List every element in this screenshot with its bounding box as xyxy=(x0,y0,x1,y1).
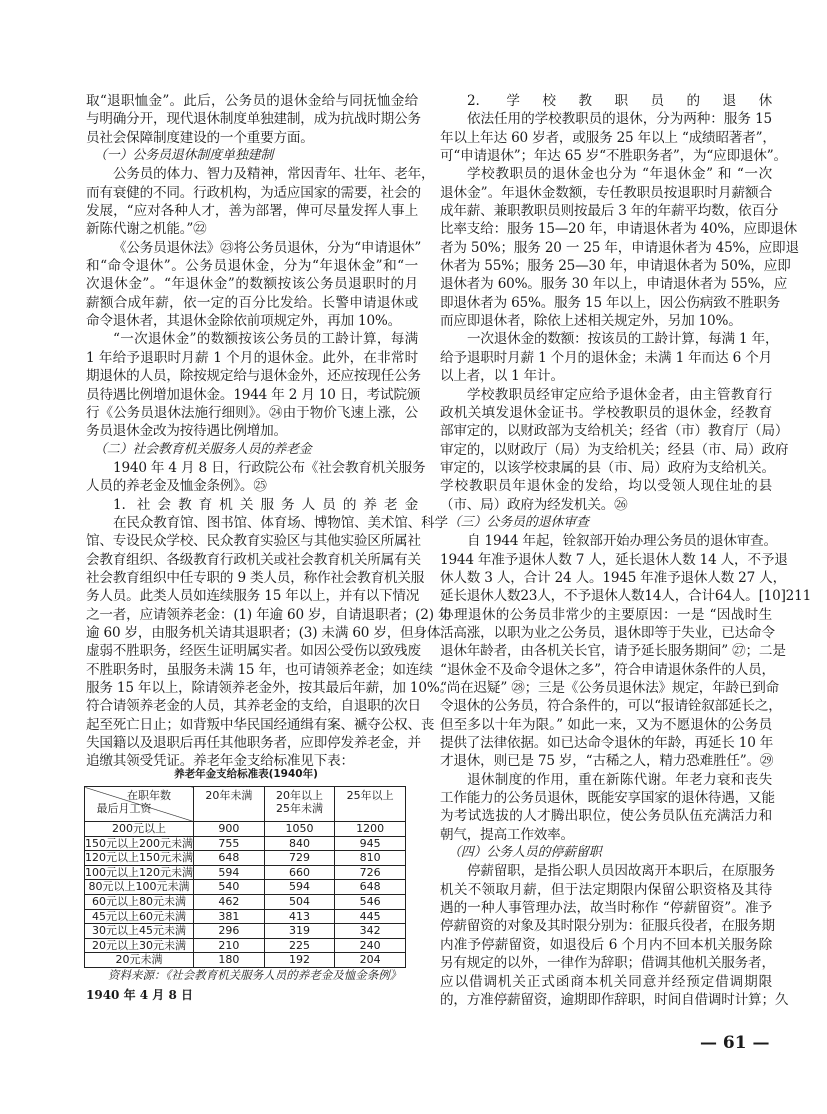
table-header-row xyxy=(85,787,406,822)
text-line: 务人员。此类人员如连续服务 15 年以上，并有以下情况 xyxy=(86,588,420,605)
left-column xyxy=(86,92,453,771)
section-heading: 1. 社会教育机关服务人员的养老金 xyxy=(113,496,418,513)
text-line: 务员退休金改为按待遇比例增加。 xyxy=(86,423,287,440)
salary-range-cell: 80元以上100元未满 xyxy=(85,880,194,895)
column-header-line: 25年未满 xyxy=(275,802,323,815)
column-header: 20年未满 xyxy=(194,787,265,822)
corner-top-label: 在职年数 xyxy=(127,789,171,802)
text-line: 1 年给予退职时月薪 1 个月的退休金。此外，在非常时 xyxy=(86,349,418,366)
pension-amount-cell: 660 xyxy=(264,865,335,880)
text-line: 公务员的体力、智力及精神，常因青年、壮年、老年， xyxy=(113,166,435,183)
text-line: 学校教职员的退休金也分为 “年退休金” 和 “一次 xyxy=(467,166,772,183)
text-line: 新陈代谢之机能。”㉒ xyxy=(86,221,207,238)
pension-amount-cell: 413 xyxy=(264,909,335,924)
text-line: 休者为 55%；服务 25—30 年，申请退休者为 50%，应即 xyxy=(440,258,791,275)
text-line: 者为 50%；服务 20 一 25 年，申请退休者为 45%，应即退 xyxy=(440,239,799,256)
pension-amount-cell: 1200 xyxy=(335,822,406,837)
text-line: 朝气，提高工作效率。 xyxy=(440,826,574,843)
pension-table xyxy=(84,786,406,968)
text-line: 学校教职员年退休金的发给，均以受领人现住址的县 xyxy=(440,478,772,495)
pension-amount-cell: 225 xyxy=(264,938,335,953)
text-line: 不胜职务时，虽服务未满 15 年，也可请领养老金；如连续 xyxy=(86,661,433,678)
text-line: 起至死亡日止；如背叛中华民国经通缉有案、褫夺公权、丧 xyxy=(86,716,435,733)
pension-amount-cell: 204 xyxy=(335,953,406,968)
pension-amount-cell: 342 xyxy=(335,924,406,939)
text-line: 退休制度的作用，重在新陈代谢。年老力衰和丧失 xyxy=(467,771,772,788)
pension-amount-cell: 462 xyxy=(194,894,265,909)
text-line: “一次退休金”的数额按该公务员的工龄计算，每满 xyxy=(113,331,418,348)
pension-amount-cell: 381 xyxy=(194,909,265,924)
text-line: 为考试选拔的人才腾出职位，使公务员队伍充满活力和 xyxy=(440,808,772,825)
text-line: 给予退职时月薪 1 个月的退休金；未满 1 年而达 6 个月 xyxy=(440,349,772,366)
salary-range-cell: 60元以上80元未满 xyxy=(85,894,194,909)
text-line: 但至多以十年为限。” 如此一来，又为不愿退休的公务员 xyxy=(440,716,772,733)
text-line: 员社会保障制度建设的一个重要方面。 xyxy=(86,129,314,146)
table-row xyxy=(85,865,406,880)
text-line: 一次退休金的数额：按该员的工龄计算，每满 1 年， xyxy=(467,331,779,348)
pension-amount-cell: 504 xyxy=(264,894,335,909)
section-heading: （三）公务员的退休审查 xyxy=(448,514,589,530)
salary-range-cell: 45元以上60元未满 xyxy=(85,909,194,924)
text-line: 机关不领取月薪，但于法定期限内保留公职资格及其待 xyxy=(440,881,772,898)
pension-amount-cell: 729 xyxy=(264,851,335,866)
pension-amount-cell: 840 xyxy=(264,836,335,851)
pension-amount-cell: 240 xyxy=(335,938,406,953)
text-line: 之一者，应请领养老金：(1) 年逾 60 岁，自请退职者；(2) 年 xyxy=(86,606,452,623)
text-line: 与明确分开，现代退休制度单独建制，成为抗战时期公务 xyxy=(86,111,421,128)
text-line: 命令退休者，其退休金除依前项规定外，再加 10%。 xyxy=(86,313,402,330)
table-row xyxy=(85,822,406,837)
salary-range-cell: 150元以上200元未满 xyxy=(85,836,193,850)
table-row xyxy=(85,894,406,909)
salary-range-cell: 20元未满 xyxy=(85,953,194,968)
table-row xyxy=(85,836,406,851)
text-line: 以上者，以 1 年计。 xyxy=(440,368,564,385)
column-header: 25年以上 xyxy=(335,787,406,822)
text-line: 1940 年 4 月 8 日，行政院公布《社会教育机关服务 xyxy=(113,459,426,476)
salary-range-cell: 20元以上30元未满 xyxy=(85,938,194,953)
salary-range-cell: 200元以上 xyxy=(85,822,194,837)
text-line: 退休者为 60%。服务 30 年以上，申请退休者为 55%，应 xyxy=(440,276,788,293)
pension-amount-cell: 540 xyxy=(194,880,265,895)
text-line: 逾 60 岁，由服务机关请其退职者；(3) 未满 60 岁，但身体 xyxy=(86,624,441,641)
text-line: 另有规定的以外，一律作为辞职；借调其他机关服务者， xyxy=(440,955,775,972)
pension-amount-cell: 594 xyxy=(194,865,265,880)
text-line: 1944 年准予退休人数 7 人，延长退休人数 14 人，不予退 xyxy=(440,551,788,568)
text-line: 失国籍以及退职后再任其他职务者，应即停发养老金，并 xyxy=(86,735,421,752)
text-line: 的，方准停薪留资，逾期即作辞职，时间自借调时计算；久 xyxy=(440,991,789,1008)
text-line: 退休年龄者，由各机关长官，请予延长服务期间” ㉗；二是 xyxy=(440,643,786,660)
corner-bottom-label: 最后月工资 xyxy=(96,802,152,815)
pension-amount-cell: 810 xyxy=(335,851,406,866)
section-heading: （一）公务员退休制度单独建制 xyxy=(94,148,274,164)
table-source-date: 1940 年 4 月 8 日 xyxy=(86,988,193,1002)
text-line: 才退休，则已是 75 岁，“古稀之人，精力恐难胜任”。㉙ xyxy=(440,753,774,770)
text-line: 延长退休人数23人，不予退休人数14人，合计64人。[10]211 xyxy=(440,588,812,605)
corner-header xyxy=(85,787,194,822)
table-row xyxy=(85,851,406,866)
text-line: 次退休金”。“年退休金”的数额按该公务员退职时的月 xyxy=(86,276,418,293)
table-source: 资料来源：《社会教育机关服务人员的养老金及恤金条例》 xyxy=(108,968,402,982)
salary-range-cell: 100元以上120元未满 xyxy=(85,865,193,879)
text-line: 追缴其领受凭证。养老年金支给标准见下表： xyxy=(86,753,354,770)
text-line: 成年薪、兼职教职员则按最后 3 年的年薪平均数，依百分 xyxy=(440,203,779,220)
table-title: 养老年金支给标准表(1940年) xyxy=(174,768,318,780)
text-line: 符合请领养老金的人员，其养老金的支给，自退职的次日 xyxy=(86,698,421,715)
pension-amount-cell: 210 xyxy=(194,938,265,953)
pension-amount-cell: 319 xyxy=(264,924,335,939)
text-line: 应以借调机关正式函商本机关同意并经预定借调期限 xyxy=(440,973,772,990)
pension-amount-cell: 648 xyxy=(194,851,265,866)
pension-amount-cell: 648 xyxy=(335,880,406,895)
text-line: 停薪留资的对象及其时限分别为：征服兵役者，在服务期 xyxy=(440,918,775,935)
text-line: 依法任用的学校教职员的退休，分为两种：服务 15 xyxy=(467,111,772,128)
table-row xyxy=(85,909,406,924)
text-line: 和“命令退休”。公务员退休金，分为“年退休金”和“一 xyxy=(86,258,418,275)
text-line: 比率支给：服务 15—20 年，申请退休者为 40%，应即退休 xyxy=(440,221,798,238)
text-line: 退休金”。年退休金数额，专任教职员按退职时月薪额合 xyxy=(440,184,772,201)
text-line: 在民众教育馆、图书馆、体育场、博物馆、美术馆、科学 xyxy=(113,514,448,531)
section-heading: （二）社会教育机关服务人员的养老金 xyxy=(94,441,312,457)
pension-amount-cell: 296 xyxy=(194,924,265,939)
text-line: 社会教育组织中任专职的 9 类人员，称作社会教育机关服 xyxy=(86,569,425,586)
table-row xyxy=(85,880,406,895)
text-line: 薪额合成年薪，依一定的百分比发给。长警申请退休或 xyxy=(86,294,418,311)
text-line: 部审定的，以财政部为支给机关；经省（市）教育厅（局） xyxy=(440,423,789,440)
text-line: 审定的，以该学校隶属的县（市、局）政府为支给机关。 xyxy=(440,459,775,476)
text-line: 而应即退休者，除依上述相关规定外，另加 10%。 xyxy=(440,313,742,330)
pension-amount-cell: 1050 xyxy=(264,822,335,837)
text-line: 办理退休的公务员非常少的主要原因：一是 “因战时生 xyxy=(440,606,772,623)
text-line: 令退休的公务员，符合条件的，可以“报请铨叙部延长之， xyxy=(440,698,782,715)
text-line: 而有衰健的不同。行政机构，为适应国家的需要，社会的 xyxy=(86,184,421,201)
text-line: 期退休的人员，除按规定给与退休金外，还应按现任公务 xyxy=(86,368,421,385)
text-line: 审定的，以财政厅（局）为支给机关；经县（市、局）政府 xyxy=(440,441,789,458)
table-row xyxy=(85,924,406,939)
text-line: 员待遇比例增加退休金。1944 年 2 月 10 日，考试院颁 xyxy=(86,386,421,403)
right-column xyxy=(440,92,812,1009)
text-line: 政机关填发退休金证书。学校教职员的退休金，经教育 xyxy=(440,404,772,421)
table-row xyxy=(85,953,406,968)
pension-amount-cell: 445 xyxy=(335,909,406,924)
pension-amount-cell: 945 xyxy=(335,836,406,851)
pension-amount-cell: 192 xyxy=(264,953,335,968)
pension-amount-cell: 546 xyxy=(335,894,406,909)
text-line: 遇的一种人事管理办法，故当时称作 “停薪留资”。准予 xyxy=(440,900,772,917)
text-line: 休人数 3 人，合计 24 人。1945 年准予退休人数 27 人， xyxy=(440,569,786,586)
pension-amount-cell: 726 xyxy=(335,865,406,880)
pension-amount-cell: 900 xyxy=(194,822,265,837)
section-heading: （四）公务人员的停薪留职 xyxy=(448,845,602,861)
text-line: “尚在迟疑” ㉘；三是《公务员退休法》规定，年龄已到命 xyxy=(440,680,780,696)
text-line: 工作能力的公务员退休，既能安享国家的退休待遇，又能 xyxy=(440,790,775,807)
text-line: 可“申请退休”；年达 65 岁“不胜职务者”，为“应即退休”。 xyxy=(440,148,787,165)
text-line: 发展，“应对各种人才，善为部署，俾可尽量发挥人事上 xyxy=(86,203,418,220)
text-line: 会教育组织、各级教育行政机关或社会教育机关所属有关 xyxy=(86,551,421,568)
text-line: 虚弱不胜职务，经医生证明属实者。如因公受伤以致残废 xyxy=(86,643,421,660)
text-line: 即退休者为 65%。服务 15 年以上，因公伤病致不胜职务 xyxy=(440,294,781,311)
text-line: “退休金不及命令退休之多”，符合申请退休条件的人员， xyxy=(440,661,775,678)
text-line: 停薪留职，是指公职人员因故离开本职后，在原服务 xyxy=(467,863,776,880)
text-line: 学校教职员经审定应给予退休金者，由主管教育行 xyxy=(467,386,772,403)
salary-range-cell: 30元以上45元未满 xyxy=(85,924,194,939)
pension-amount-cell: 594 xyxy=(264,880,335,895)
column-header xyxy=(264,787,335,822)
text-line: （市、局）政府为经发机关。㉖ xyxy=(440,496,628,513)
table-body xyxy=(85,822,406,968)
text-line: 服务 15 年以上，除请领养老金外，按其最后年薪，加 10%。 xyxy=(86,680,453,696)
text-line: 自 1944 年起，铨叙部开始办理公务员的退休审查。 xyxy=(467,533,777,550)
pension-amount-cell: 180 xyxy=(194,953,265,968)
text-line: 活高涨，以职为业之公务员，退休即等于失业，已达命令 xyxy=(440,624,775,641)
section-heading: 2. 学校教职员的退休 xyxy=(467,93,772,109)
text-line: 内准予停薪留资，如退役后 6 个月内不回本机关服务除 xyxy=(440,936,772,953)
text-line: 年以上年达 60 岁者，或服务 25 年以上 “成绩昭著者”， xyxy=(440,129,776,146)
text-line: 人员的养老金及恤金条例》。㉕ xyxy=(86,478,267,495)
column-header-line: 20年以上 xyxy=(275,789,323,802)
table-row xyxy=(85,938,406,953)
salary-range-cell: 120元以上150元未满 xyxy=(85,851,193,865)
pension-amount-cell: 755 xyxy=(194,836,265,851)
text-line: 取“退职恤金”。此后，公务员的退休金给与同抚恤金给 xyxy=(86,93,418,109)
page-number: — 61 — xyxy=(700,1033,770,1053)
text-line: 行《公务员退休法施行细则》。㉔由于物价飞速上涨，公 xyxy=(86,404,418,421)
text-line: 提供了法律依据。如已达命令退休的年龄，再延长 10 年 xyxy=(440,735,774,752)
text-line: 馆、专设民众学校、民众教育实验区与其他实验区所属社 xyxy=(86,533,421,550)
text-line: 《公务员退休法》㉓将公务员退休，分为“申请退休” xyxy=(113,239,422,256)
